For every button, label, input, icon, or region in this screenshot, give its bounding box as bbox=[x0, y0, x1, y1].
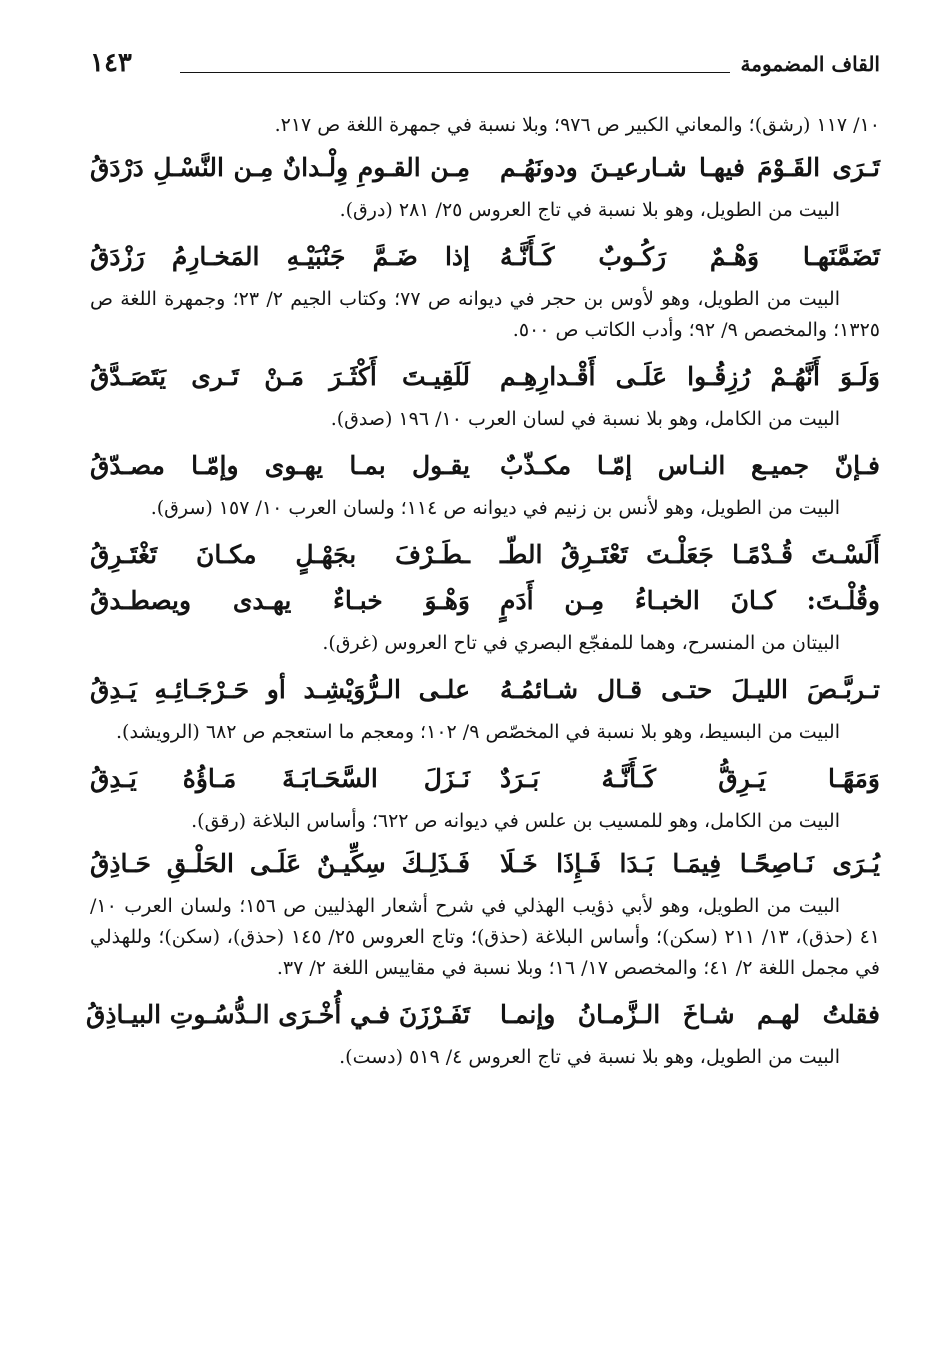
section-title: القاف المضمومة bbox=[740, 52, 880, 76]
footnote-text: ١٠/ ١١٧ (رشق)؛ والمعاني الكبير ص ٩٧٦؛ وبلا نسبة في جمهرة اللغة ص ٢١٧. bbox=[274, 114, 880, 136]
header-rule bbox=[180, 72, 730, 73]
verse-second-hemistich: يقـول بمـا يهـوى وإمّـا مصـدّقُ bbox=[90, 451, 470, 480]
verse-second-hemistich: مِـن القـومِ وِلْـدانٌ مِـن النَّسْـلِ دَرْدَقُ bbox=[90, 153, 470, 182]
verse-first-hemistich: تَـرَى القَـوْمَ فيهـا شـارعيـنَ ودونَهُـم bbox=[500, 153, 880, 182]
footnote-text: البيت من الطويل، وهو لأوس بن حجر في ديوانه ص ٧٧؛ وكتاب الجيم ٢/ ٢٣؛ وجمهرة اللغة ص ١٣٢٥؛ والمخصص ٩/ ٩٢؛ وأدب الكاتب ص ٥٠٠. bbox=[90, 288, 880, 341]
verse-second-hemistich: إذا ضَـمَّ جَنْبَيْـهِ المَخـارِمُ رَزْدَقُ bbox=[90, 242, 470, 271]
verse-first-hemistich: وَمَهًـا يَـرِقُّ كَـأَنَّـهُ بَـرَدٌ bbox=[500, 764, 880, 793]
verse-first-hemistich: أَلَسْـتَ قُـدْمًـا جَعَلْـتَ تَعْتَـرِقُ الطّـ bbox=[500, 540, 880, 569]
verse-first-hemistich: تـربَّـصَ الليـلَ حتـى قـال شـائمُـهُ bbox=[500, 675, 880, 704]
verse-second-hemistich: ـطَـرْفَ بجَهْـلٍ مكـانَ تَغْتَـرِقُ bbox=[90, 540, 470, 569]
verse-line bbox=[90, 582, 880, 628]
footnote-text: البيت من البسيط، وهو بلا نسبة في المخصّص ٩/ ١٠٢؛ ومعجم ما استعجم ص ٦٨٢ (الرويشد). bbox=[116, 721, 840, 743]
running-header bbox=[90, 48, 880, 88]
verse-line bbox=[90, 447, 880, 493]
page-content bbox=[85, 110, 880, 1073]
document-page bbox=[85, 40, 880, 1340]
verse-first-hemistich: يُـرَى نَـاصِحًـا فِيمَـا بَـدَا فَـإِذَا خَـلَا bbox=[500, 849, 880, 878]
verse-line bbox=[85, 996, 880, 1042]
verse-line bbox=[90, 845, 880, 891]
footnote-text: البيت من الكامل، وهو للمسيب بن علس في ديوانه ص ٦٢٢؛ وأساس البلاغة (رقق). bbox=[191, 810, 840, 832]
footnote-text: البيت من الطويل، وهو لأبي ذؤيب الهذلي في شرح أشعار الهذليين ص ١٥٦؛ ولسان العرب ١٠/ ٤١ (حذق)، ١٣/ ٢١١ (سكن)؛ وأساس البلاغة (حذق)؛ وتاج العروس ٢٥/ ١٤٥ (حذق)، (سكن)؛ وللهذلي في مجمل اللغة ٢/ ٤١؛ والمخصص ١٧/ ١٦؛ وبلا نسبة في مقاييس اللغة ٢/ ٣٧. bbox=[90, 895, 880, 979]
verse-first-hemistich: فـإنّ جميـع النـاس إمّـا مكـذّبٌ bbox=[500, 451, 880, 480]
verse-second-hemistich: علـى الـرُّوَيْشِـد أو حَـرْجَـائِـهِ يَـدِقُ bbox=[90, 675, 470, 704]
verse-second-hemistich: لَلَقِيـتَ أَكْثَـرَ مَـنْ تَـرى يَتَصَـدَّقُ bbox=[90, 362, 470, 391]
verse-line bbox=[90, 149, 880, 195]
verse-line bbox=[90, 760, 880, 806]
verse-second-hemistich: وَهْـوَ خبـاءٌ يهـدى ويصطـدقُ bbox=[90, 586, 470, 615]
verse-line bbox=[90, 671, 880, 717]
verse-second-hemistich: فَـذَلِـكَ سِكِّيـنٌ عَلَـى الحَلْـقِ حَـاذِقُ bbox=[90, 849, 470, 878]
verse-first-hemistich: تَضَمَّنَهـا وَهْـمٌ رَكُـوبٌ كَـأَنَّـهُ bbox=[500, 242, 880, 271]
verse-line bbox=[90, 358, 880, 404]
verse-first-hemistich: فقلتُ لهـم شـاخَ الـزَّمـانُ وإنمـا bbox=[500, 1000, 880, 1029]
verse-line bbox=[90, 536, 880, 582]
verse-line bbox=[90, 238, 880, 284]
footnote-text: البيت من الكامل، وهو بلا نسبة في لسان العرب ١٠/ ١٩٦ (صدق). bbox=[330, 408, 840, 430]
verse-second-hemistich: نَـزَلَ السَّحَـابَـةَ مَـاؤُهُ يَـدِقُ bbox=[90, 764, 470, 793]
verse-first-hemistich: وقُلْـتَ: كـانَ الخبـاءُ مِـن أَدَمٍ bbox=[500, 586, 880, 615]
footnote-text: البيت من الطويل، وهو بلا نسبة في تاج العروس ٢٥/ ٢٨١ (درق). bbox=[339, 199, 840, 221]
footnote-text: البيتان من المنسرح، وهما للمفجّع البصري في تاح العروس (غرق). bbox=[322, 632, 840, 654]
verse-second-hemistich: تَفَـرْزَنَ فـي أُخْـرَى الـدُّسُـوتِ البيـاذِقُ bbox=[85, 1000, 470, 1029]
footnote-text: البيت من الطويل، وهو لأنس بن زنيم في ديوانه ص ١١٤؛ ولسان العرب ١٠/ ١٥٧ (سرق). bbox=[150, 497, 840, 519]
verse-first-hemistich: وَلَـوَ أَنَّهُـمْ رُزِقُـوا عَلَـى أَقْـدارِهِـم bbox=[500, 362, 880, 391]
page-number: ١٤٣ bbox=[90, 48, 132, 78]
footnote-text: البيت من الطويل، وهو بلا نسبة في تاج العروس ٤/ ٥١٩ (دست). bbox=[339, 1046, 840, 1068]
